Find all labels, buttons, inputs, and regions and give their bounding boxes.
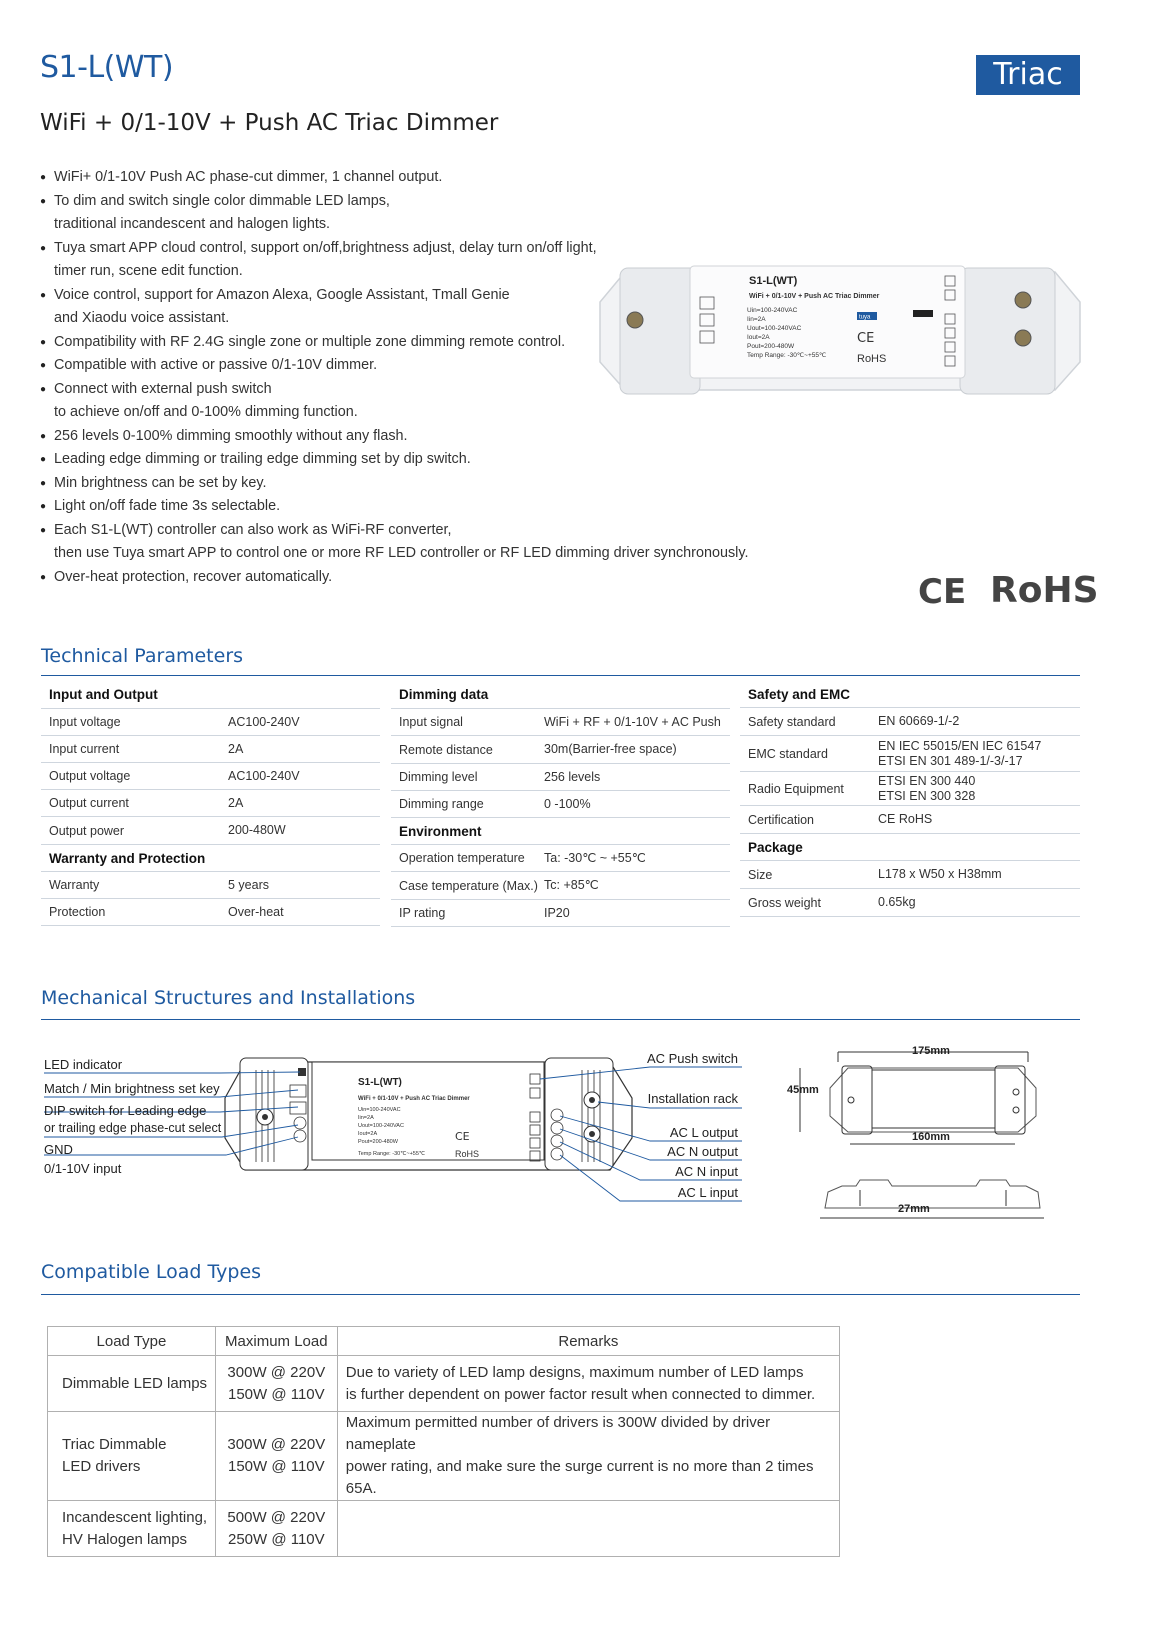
technical-parameters-heading: Technical Parameters — [41, 645, 244, 667]
feature-text: ● Tuya smart APP cloud control, support on/off,brightness adjust, delay turn on/off light, — [54, 239, 597, 256]
param-value — [228, 796, 243, 811]
param-value — [878, 867, 1002, 882]
diagram-spec: Iin=2A — [358, 1115, 374, 1121]
feature-text: ● Compatible with active or passive 0/1-10V dimmer. — [54, 357, 378, 373]
param-row — [740, 772, 1080, 806]
label-gnd: GND — [44, 1142, 73, 1157]
param-value-line: 30m(Barrier-free space) — [544, 742, 677, 756]
param-row — [391, 872, 730, 900]
param-value — [878, 739, 1041, 769]
param-key: Output current — [49, 796, 129, 810]
load-type-cell — [48, 1412, 216, 1501]
param-value-line: Over-heat — [228, 904, 284, 919]
feature-text: ● 256 levels 0-100% dimming smoothly without any flash. — [54, 427, 408, 444]
feature-text: ● Connect with external push switch — [54, 380, 272, 397]
params-input-output — [41, 681, 380, 931]
param-value — [544, 770, 600, 785]
param-key: EMC standard — [748, 746, 828, 761]
param-key: IP rating — [399, 906, 446, 920]
load-type-cell — [48, 1356, 216, 1412]
feature-text: ● Min brightness can be set by key. — [54, 474, 267, 491]
param-key: Dimming range — [399, 797, 484, 811]
label-0-10v-input: 0/1-10V input — [44, 1161, 122, 1176]
param-value-line: ETSI EN 300 440 — [878, 773, 976, 788]
dim-depth: 27mm — [898, 1203, 930, 1215]
remarks-cell-line: power rating, and make sure the surge current is no more than 2 times 65A. — [345, 1458, 814, 1497]
param-key: Dimming level — [399, 770, 478, 784]
feature-text: traditional incandescent and halogen lights. — [54, 216, 331, 232]
param-value-line: 256 levels — [544, 769, 601, 784]
section-divider — [41, 1019, 1080, 1020]
remarks-cell — [337, 1501, 839, 1557]
product-name: WiFi + 0/1-10V + Push AC Triac Dimmer — [749, 293, 880, 300]
param-group-title: Warranty and Protection — [49, 850, 206, 866]
max-load-cell-line: 300W @ 220V — [227, 1363, 326, 1381]
max-load-cell — [215, 1501, 337, 1557]
label-installation-rack: Installation rack — [647, 1091, 738, 1106]
param-value-line: L178 x W50 x H38mm — [878, 867, 1002, 881]
max-load-cell — [215, 1412, 337, 1501]
load-type-cell-line: Triac Dimmable — [62, 1436, 167, 1453]
compatible-load-heading: Compatible Load Types — [41, 1261, 262, 1283]
section-divider — [41, 675, 1080, 676]
load-type-cell-line: LED drivers — [62, 1458, 141, 1475]
param-value-line: Ta: -30℃ ~ +55℃ — [544, 850, 646, 865]
dim-height: 45mm — [787, 1084, 819, 1096]
max-load-cell-line: 250W @ 110V — [227, 1530, 325, 1548]
remarks-cell — [337, 1412, 839, 1501]
table-row — [48, 1501, 840, 1557]
param-key: Remote distance — [399, 742, 493, 757]
param-value-line: 5 years — [228, 877, 269, 892]
mechanical-heading: Mechanical Structures and Installations — [41, 987, 416, 1009]
param-value-line: ETSI EN 300 328 — [878, 788, 976, 803]
param-group-header — [41, 845, 380, 872]
param-group-header — [41, 681, 380, 709]
param-value-line: EN 60669-1/-2 — [878, 714, 960, 728]
param-key: Size — [748, 867, 773, 882]
triac-badge: Triac — [976, 55, 1080, 95]
table-row — [48, 1356, 840, 1412]
params-dimming-environment — [391, 681, 730, 931]
feature-text: ● Light on/off fade time 3s selectable. — [54, 498, 281, 514]
label-ac-push-switch: AC Push switch — [646, 1051, 738, 1066]
remarks-cell-line: is further dependent on power factor result when connected to dimmer. — [345, 1385, 816, 1403]
max-load-cell-line: 150W @ 110V — [227, 1458, 325, 1475]
dimension-drawing — [780, 1040, 1080, 1230]
remarks-cell-line: Due to variety of LED lamp designs, maximum number of LED lamps — [345, 1363, 804, 1381]
param-key: Input voltage — [49, 715, 121, 729]
label-dip-switch-2: or trailing edge phase-cut select — [44, 1121, 222, 1135]
product-spec: Temp Range: -30℃~+55℃ — [747, 352, 827, 359]
feature-item — [40, 425, 760, 449]
max-load-cell — [215, 1356, 337, 1412]
param-value — [544, 851, 646, 866]
param-value — [878, 895, 916, 910]
max-load-cell-line: 500W @ 220V — [227, 1508, 326, 1526]
diagram-spec: Temp Range: -30℃~+55℃ — [358, 1151, 426, 1157]
diagram-model: S1-L(WT) — [358, 1077, 402, 1088]
section-divider — [41, 1294, 1080, 1295]
param-key: Warranty — [49, 878, 100, 892]
max-load-cell-line: 300W @ 220V — [227, 1436, 326, 1453]
params-safety-package — [740, 681, 1080, 931]
feature-text: and Xiaodu voice assistant. — [54, 310, 230, 326]
param-value-line: AC100-240V — [228, 714, 300, 729]
param-value-line: IP20 — [544, 905, 570, 920]
param-row — [391, 845, 730, 872]
param-group-title: Input and Output — [49, 687, 158, 702]
product-spec: Uout=100-240VAC — [747, 325, 802, 332]
label-dip-switch: DIP switch for Leading edge — [44, 1103, 207, 1118]
feature-item — [40, 166, 760, 190]
param-row — [391, 791, 730, 818]
param-key: Gross weight — [748, 895, 821, 910]
header-remarks: Remarks — [337, 1327, 839, 1356]
param-row — [41, 763, 380, 790]
param-key: Output power — [49, 823, 125, 838]
param-group-title: Environment — [399, 823, 482, 839]
product-rohs-mark: RoHS — [857, 353, 887, 365]
max-load-cell-line: 150W @ 110V — [227, 1385, 325, 1403]
param-row — [740, 708, 1080, 736]
param-value — [228, 742, 243, 757]
diagram-spec: Pout=200-480W — [358, 1139, 398, 1145]
diagram-spec: Iout=2A — [358, 1131, 378, 1137]
param-value-line: 2A — [228, 795, 244, 810]
param-value — [878, 714, 959, 729]
param-value-line: Tc: +85℃ — [544, 878, 599, 892]
param-key: Case temperature (Max.) — [399, 878, 538, 893]
feature-text: then use Tuya smart APP to control one or more RF LED controller or RF LED dimming driver synchronously. — [54, 545, 749, 561]
label-ac-n-output: AC N output — [667, 1144, 738, 1159]
page-title: S1-L(WT) — [40, 50, 174, 85]
param-row — [740, 861, 1080, 889]
param-value — [228, 823, 286, 838]
table-row — [48, 1412, 840, 1501]
param-group-title: Package — [748, 839, 803, 855]
diagram-ce-mark: CE — [455, 1130, 470, 1143]
ce-mark: CE — [918, 572, 967, 612]
param-value — [544, 797, 591, 812]
param-value — [878, 774, 975, 804]
param-row — [41, 817, 380, 845]
header-maximum-load: Maximum Load — [215, 1327, 337, 1356]
param-row — [391, 709, 730, 736]
param-value-line: CE RoHS — [878, 812, 933, 826]
product-photo — [595, 262, 1085, 398]
product-ce-mark: CE — [857, 331, 875, 346]
param-row — [391, 764, 730, 791]
param-group-header — [391, 818, 730, 845]
param-key: Safety standard — [748, 714, 836, 729]
feature-text: ● Over-heat protection, recover automatically. — [54, 568, 333, 585]
load-type-cell-line: Incandescent lighting, — [62, 1508, 208, 1526]
param-group-title: Safety and EMC — [748, 686, 851, 702]
param-row — [41, 872, 380, 899]
feature-text: ● Each S1-L(WT) controller can also work as WiFi-RF converter, — [54, 521, 452, 538]
param-group-header — [740, 681, 1080, 708]
param-key: Input current — [49, 742, 120, 756]
product-spec: Iin=2A — [747, 316, 766, 323]
param-group-title: Dimming data — [399, 687, 489, 702]
product-spec: Pout=200-480W — [747, 343, 795, 350]
param-row — [41, 709, 380, 736]
param-value — [544, 878, 599, 893]
param-key: Protection — [49, 905, 106, 919]
param-key: Output voltage — [49, 769, 131, 783]
param-value — [878, 812, 932, 827]
param-value-line: 0.65kg — [878, 895, 916, 909]
param-row — [391, 736, 730, 764]
param-value — [228, 715, 300, 730]
product-model: S1-L(WT) — [749, 275, 798, 287]
param-value-line: 0 -100% — [544, 796, 591, 811]
param-group-header — [391, 681, 730, 709]
dim-length: 175mm — [912, 1045, 950, 1057]
load-type-cell-line: HV Halogen lamps — [62, 1530, 188, 1548]
tuya-logo: tuya — [859, 314, 871, 321]
diagram-product-name: WiFi + 0/1-10V + Push AC Triac Dimmer — [358, 1096, 470, 1102]
dim-hole-spacing: 160mm — [912, 1131, 950, 1143]
param-value-line: ETSI EN 301 489-1/-3/-17 — [878, 753, 1023, 768]
label-ac-n-input: AC N input — [675, 1164, 738, 1179]
feature-item — [40, 495, 760, 519]
param-row — [391, 900, 730, 927]
feature-item — [40, 190, 760, 237]
param-value-line: AC100-240V — [228, 768, 300, 783]
feature-text: to achieve on/off and 0-100% dimming function. — [54, 404, 358, 420]
remarks-cell-line: Maximum permitted number of drivers is 300W divided by driver nameplate — [345, 1414, 771, 1453]
feature-text: ● To dim and switch single color dimmable LED lamps, — [54, 192, 390, 209]
param-key: Input signal — [399, 715, 463, 729]
param-row — [41, 736, 380, 763]
param-key: Certification — [748, 812, 814, 827]
param-value-line: 200-480W — [228, 823, 286, 837]
feature-text: ● WiFi+ 0/1-10V Push AC phase-cut dimmer, 1 channel output. — [54, 169, 443, 185]
label-ac-l-input: AC L input — [677, 1185, 738, 1200]
product-spec: Uin=100-240VAC — [747, 307, 798, 314]
feature-item — [40, 472, 760, 496]
param-row — [41, 899, 380, 926]
rohs-mark: RoHS — [990, 570, 1099, 611]
label-led-indicator: LED indicator — [44, 1057, 123, 1072]
remarks-cell — [337, 1356, 839, 1412]
param-row — [740, 736, 1080, 772]
feature-text: ● Leading edge dimming or trailing edge dimming set by dip switch. — [54, 451, 471, 467]
feature-item — [40, 519, 760, 566]
param-value — [228, 769, 300, 784]
load-type-cell-line: Dimmable LED lamps — [62, 1374, 208, 1392]
diagram-rohs-mark: RoHS — [455, 1149, 480, 1159]
param-value — [544, 906, 570, 921]
feature-text: timer run, scene edit function. — [54, 263, 243, 279]
label-match-key: Match / Min brightness set key — [44, 1081, 220, 1096]
param-row — [41, 790, 380, 817]
param-row — [740, 889, 1080, 917]
product-spec: Iout=2A — [747, 334, 770, 341]
param-key: Operation temperature — [399, 851, 525, 865]
param-value-line: WiFi + RF + 0/1-10V + AC Push — [544, 714, 721, 729]
feature-item — [40, 566, 760, 590]
param-value — [228, 905, 284, 920]
param-value — [228, 878, 269, 893]
param-value — [544, 742, 677, 757]
param-value-line: 2A — [228, 741, 244, 756]
header-load-type: Load Type — [48, 1327, 216, 1356]
load-types-table — [47, 1326, 840, 1557]
diagram-spec: Uout=100-240VAC — [358, 1123, 404, 1129]
load-type-cell — [48, 1501, 216, 1557]
param-key: Radio Equipment — [748, 781, 844, 796]
feature-item — [40, 448, 760, 472]
param-row — [740, 806, 1080, 834]
feature-text: ● Compatibility with RF 2.4G single zone or multiple zone dimming remote control. — [54, 333, 566, 350]
feature-text: ● Voice control, support for Amazon Alexa, Google Assistant, Tmall Genie — [54, 286, 510, 303]
page-subtitle: WiFi + 0/1-10V + Push AC Triac Dimmer — [40, 110, 499, 136]
diagram-spec: Uin=100-240VAC — [358, 1107, 401, 1113]
param-value — [544, 715, 721, 730]
label-ac-l-output: AC L output — [669, 1125, 738, 1140]
param-value-line: EN IEC 55015/EN IEC 61547 — [878, 738, 1042, 753]
param-group-header — [740, 834, 1080, 861]
